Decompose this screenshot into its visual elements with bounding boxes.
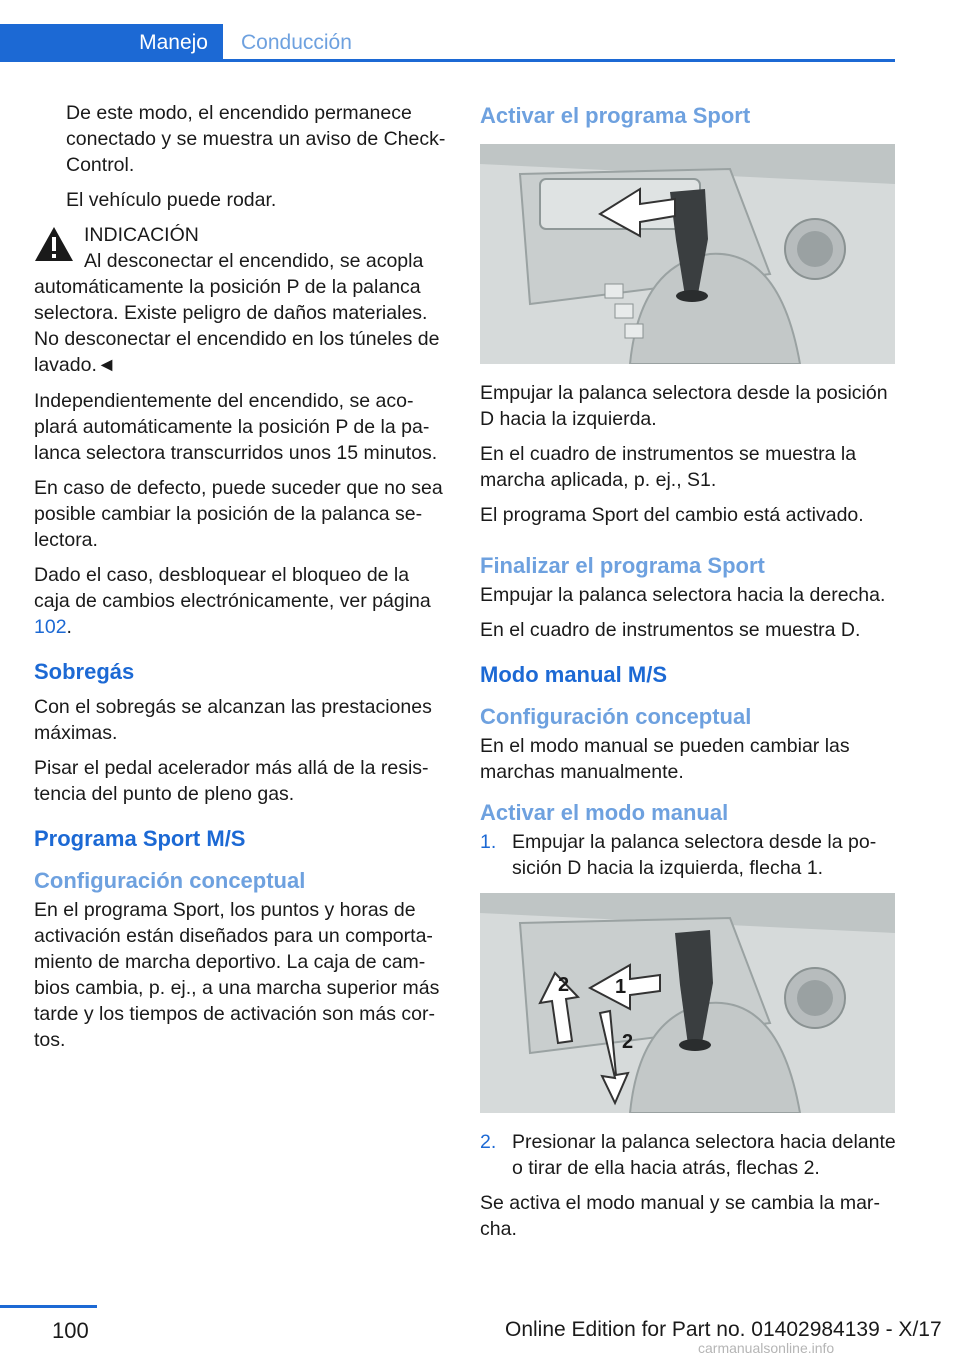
gear-selector-photo-sport [480,144,895,364]
arrow-label-2a: 2 [558,974,570,996]
manual-paragraph: En el modo manual se pueden cambiar las marchas manualmente. [480,735,850,783]
steps-list-1 [480,829,896,881]
heading-activate-manual: Activar el modo manual [480,800,729,825]
chapter-header [0,0,895,62]
step-1: 1. Empujar la palanca selectora desde la posición D hacia la izquierda, flecha 1. [480,831,877,879]
heading-activate-sport: Activar el programa Sport [480,103,751,128]
kickdown-paragraph-1: Con el sobregás se alcanzan las prestaciones máximas. [34,696,432,744]
left-column [34,100,448,1062]
warning-text: automáticamente la posición P de la palanca selectora. Existe peligro de daños materiales. No desconectar el encendido en los túneles de lavado.◄ [34,276,440,376]
heading-finish-sport: Finalizar el programa Sport [480,553,765,578]
heading-sport-program: Programa Sport M/S [34,826,246,851]
activate-sport-paragraph-2: En el cuadro de instrumentos se muestra la marcha aplicada, p. ej., S1. [480,443,857,491]
header-rule [0,59,895,62]
finish-sport-paragraph-2: En el cuadro de instrumentos se muestra D. [480,619,861,641]
subheading-sport-concept: Configuración conceptual [34,868,306,893]
intro-paragraph-2: El vehículo puede rodar. [66,189,277,211]
right-column [480,100,896,1251]
edition-text: Online Edition for Part no. 01402984139 - X/17 [505,1318,942,1341]
arrow-label-2b: 2 [622,1031,634,1053]
sport-paragraph: En el programa Sport, los puntos y horas de activación están diseñados para un comportamiento de marcha deportivo. La caja de cambios cambia, p. ej., a una marcha superior más tarde y los tiempos de activación son más cortos. [34,899,440,1051]
heading-manual-mode: Modo manual M/S [480,662,667,687]
watermark: carmanualsonline.info [698,1340,835,1356]
footer-rule [0,1305,97,1308]
activate-sport-paragraph-1: Empujar la palanca selectora desde la posición D hacia la izquierda. [480,382,888,430]
intro-paragraph-1: De este modo, el encendido permanece conectado y se muestra un aviso de Check-Control. [66,102,446,176]
page-number: 100 [52,1318,89,1343]
subheading-manual-concept: Configuración conceptual [480,704,752,729]
warning-block [34,222,448,378]
paragraph-unlock: Dado el caso, desbloquear el bloqueo de la caja de cambios electrónicamente, ver página 102. [34,564,431,638]
tab-conduccion[interactable]: Conducción [241,31,352,54]
arrow-label-1: 1 [615,976,627,998]
finish-sport-paragraph-1: Empujar la palanca selectora hacia la derecha. [480,584,886,606]
warning-triangle-icon [34,226,74,262]
paragraph-independent: Independientemente del encendido, se acoplará automáticamente la posición P de la palanca selectora transcurridos unos 15 minutos. [34,390,438,464]
warning-first-line: Al desconectar el encendido, se acopla [84,250,424,272]
tab-manejo[interactable]: Manejo [0,24,223,62]
steps-list-2 [480,1129,896,1181]
heading-kickdown: Sobregás [34,659,135,684]
gear-selector-photo-manual [480,893,895,1113]
step-2-number: 2. [480,1131,497,1153]
kickdown-paragraph-2: Pisar el pedal acelerador más allá de la resistencia del punto de pleno gas. [34,757,429,805]
step-2: 2. Presionar la palanca selectora hacia delante o tirar de ella hacia atrás, flechas 2. [480,1131,896,1179]
step-1-number: 1. [480,831,497,853]
manual-final-paragraph: Se activa el modo manual y se cambia la marcha. [480,1192,880,1240]
warning-title: INDICACIÓN [84,224,199,246]
page-link-102[interactable]: 102 [34,616,67,638]
paragraph-defect: En caso de defecto, puede suceder que no sea posible cambiar la posición de la palanca selectora. [34,477,443,551]
activate-sport-paragraph-3: El programa Sport del cambio está activado. [480,504,864,526]
